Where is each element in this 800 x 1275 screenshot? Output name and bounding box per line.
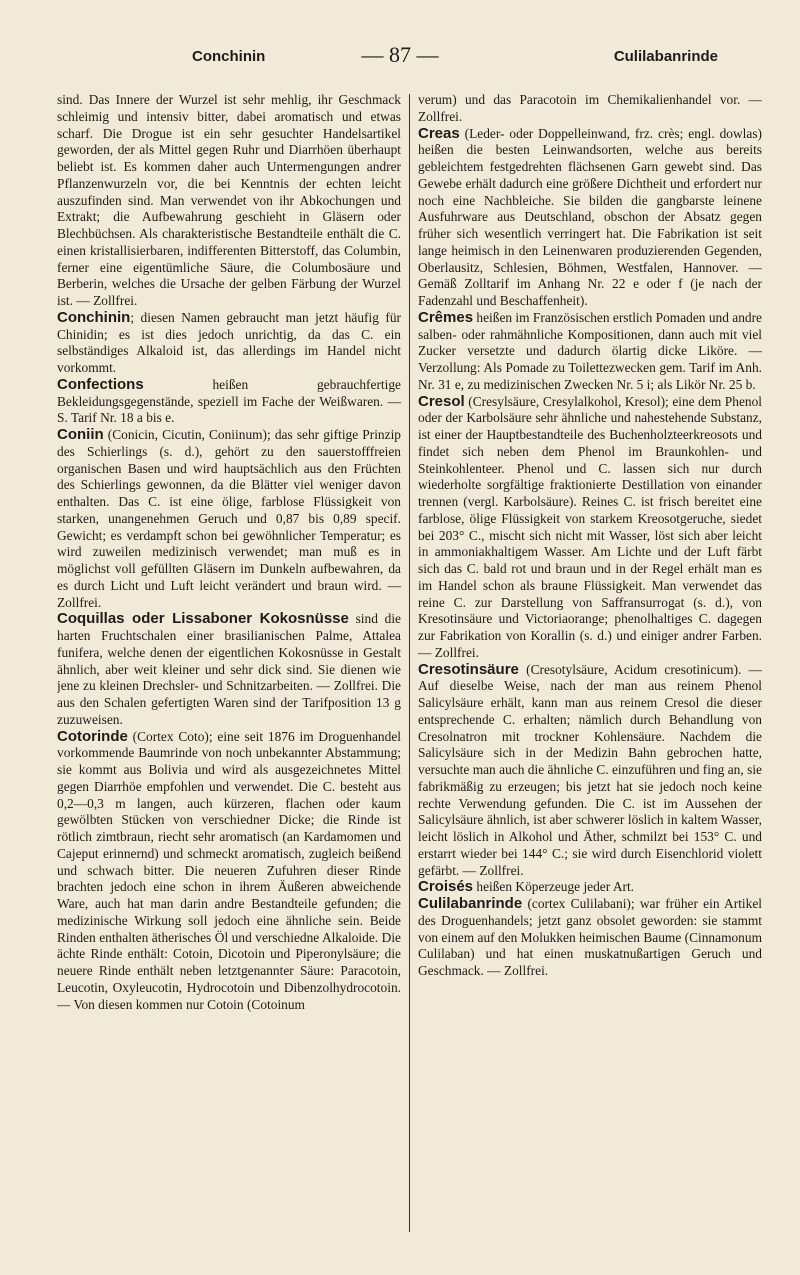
entry-text: (Cresotylsäure, Acidum cresotinicum). — Auf dieselbe Weise, nach der man aus reinem Phenol Salicylsäure erhält, kann man aus reinem Cresol die dieser entsprechende C. erhalten; nämlich durch Behandlung von Cresolnatron mit trockner Kohlensäure. Nachdem die Salicylsäure sich in der Medizin Bahn gebrochen hatte, versuchte man auch die ähnliche C. einzuführen und fing an, sie fabrikmäßig zu erzeugen; bis jetzt hat sie jedoch noch keine rechte Verwendung gefunden. Die C. ist im Aussehen der Salicylsäure ähnlich, ist aber schwerer löslich in kaltem Wasser, leicht löslich in Alkohol und Äther, schmilzt bei 153° C. und erstarrt wieder bei 144° C.; sie wird durch Eisenchlorid violett gefärbt. — Zollfrei. — [418, 661, 762, 878]
entry-text: sind. Das Innere der Wurzel ist sehr mehlig, ihr Geschmack schleimig und intensiv bitter, dabei aromatisch und etwas scharf. Die Drogue ist ein sehr gesuchter Handelsartikel geworden, der als Mittel gegen Ruhr und Diarrhöen überhaupt beliebt ist. Es kommen daher auch Untermengungen andrer Pflanzenwurzeln vor, die bei Kenntnis der echten leicht auszufinden sind. Man verwendet von ihr Abkochungen und Extrakt; die Aufbewahrung geschieht in Gläsern oder Blechbüchsen. Als charakteristische Bestandteile enthält die C. einen kristallisierbaren, indifferenten Bitterstoff, das Columbin, ferner eine eigentümliche Säure, die Columbosäure und Berberin, welches die Ursache der gelben Färbung der Wurzel ist. — Zollfrei. — [57, 92, 401, 308]
entry-keyword: Creas — [418, 124, 460, 142]
left-column — [57, 92, 409, 1232]
entry-keyword: Coquillas oder Lissaboner Kokosnüsse — [57, 610, 349, 628]
entry-text: ; diesen Namen gebraucht man jetzt häufig für Chinidin; es ist dies jedoch unrichtig, da das C. ein selbständiges Alkaloid ist, das allerdings im Handel nicht vorkommt. — [57, 309, 401, 375]
entry-text: (Conicin, Cicutin, Coniinum); das sehr giftige Prinzip des Schierlings (s. d.), gehört zu den sauerstofffreien organischen Basen und wird hauptsächlich aus den Früchten des Schierlings gewonnen, da die Blätter viel weniger davon enthalten. Das C. ist eine ölige, farblose Flüssigkeit von starken, unangenehmen Geruch und 0,87 bis 0,89 specif. Gewicht; es verdampft schon bei gewöhnlicher Temperatur; es wird zuweilen medizinisch verwendet; man muß es in möglichst voll gefüllten Gläsern im Dunkeln aufbewahren, da es durch Licht und Luft leicht verändert und braun wird. — Zollfrei. — [57, 427, 401, 610]
entry-text: (Leder- oder Doppelleinwand, frz. crès; engl. dowlas) heißen die besten Leinwandsorten, welche aus bereits gebleichtem festgedrehten flächsenen Garn gewebt sind. Das Gewebe erhält dadurch eine größere Dichtheit und erfordert nur noch eine Nachbleiche. Sie bilden die gangbarste leinene Ausfuhrware aus Deutschland, obschon der Absatz gegen früher sich wesentlich verringert hat. Die Fabrikation ist seit lange heimisch in den Leinenwaren produzierenden Gegenden, Oberlausitz, Schlesien, Böhmen, Westfalen, Hannover. — Gemäß Zolltarif im Anhang Nr. 22 e oder f (je nach der Fadenzahl und Beschaffenheit). — [418, 125, 762, 308]
entry — [418, 896, 762, 980]
entry-keyword: Confections — [57, 375, 144, 393]
entry — [57, 92, 401, 310]
entry — [57, 310, 401, 377]
entry-keyword: Cotorinde — [57, 727, 128, 745]
running-header — [60, 42, 740, 72]
entry-text: (Cortex Coto); eine seit 1876 im Droguenhandel vorkommende Baumrinde von noch unbekannter Abstammung; sie kommt aus Bolivia und wird als ausgezeichnetes Mittel gegen Diarrhöe empfohlen und verwendet. Die C. besteht aus 0,2—0,3 m langen, auch kürzeren, flachen oder kaum gewölbten Stücken von verschiedner Dicke; die Rinde ist rötlich zimtbraun, riecht sehr aromatisch (an Kardamomen und Cajeput erinnernd) und schmeckt aromatisch, zugleich beißend und schwach bitter. Die neueren Zufuhren dieser Rinde brachten jedoch eine schon in ihrem Äußeren abweichende Ware, auch hat man darin andre Bestandteile gefunden; die medizinische Wirkung soll jedoch eine ähnliche sein. Beide Rinden enthalten ätherisches Öl und verschiedne Alkaloide. Die ächte Rinde enthält: Cotoin, Dicotoin und Piperonylsäure; die neuere Rinde enthält neben letztgenannter Säure: Paracotoin, Leucotin, Oxyleucotin, Hydrocotoin und Dibenzolhydrocotoin. — Von diesen kommen nur Cotoin (Cotoinum — [57, 728, 401, 1012]
entry — [418, 879, 762, 896]
entry-keyword: Cresotinsäure — [418, 660, 519, 678]
entry — [57, 729, 401, 1014]
entry — [57, 377, 401, 427]
entry — [418, 662, 762, 880]
entry-text: heißen gebrauchfertige Bekleidungsgegenstände, speziell im Fache der Weißwaren. — S. Tarif Nr. 18 a bis e. — [57, 376, 401, 426]
entry-keyword: Culilabanrinde — [418, 895, 523, 912]
entry-keyword: Conchinin — [57, 308, 131, 326]
header-right-keyword: Culilabanrinde — [613, 48, 718, 65]
entry — [57, 611, 401, 728]
entry-text: verum) und das Paracotoin im Chemikalienhandel vor. — Zollfrei. — [418, 92, 762, 124]
entry — [418, 126, 762, 310]
entry — [418, 92, 762, 126]
entry-text: (Cresylsäure, Cresylalkohol, Kresol); eine dem Phenol oder der Karbolsäure sehr ähnliche und nahestehende Substanz, ist einer der Hauptbestandteile des Buchenholzteerkreosots und findet sich neben dem Phenol im Braunkohlen- und Steinkohlenteer. Phenol und C. lassen sich nur durch wiederholte sorgfältige fraktionierte Destillation von einander trennen (vergl. Karbolsäure). Reines C. ist frisch bereitet eine farblose, ölige Flüssigkeit von starkem Kreosotgeruche, siedet bei 203° C., mischt sich nicht mit Wasser, löst sich aber leicht in ammoniakhaltigem Wasser. Am Lichte und der Luft färbt sich das C. bald rot und braun und in der Regel erhält man es im Handel schon als braune Flüssigkeit. Man verwendet das reine C. zur Darstellung von Saffransurrogat (s. d.), von Kresotinsäure und Victoriaorange; phenolhaltiges C. dagegen zur Fabrikation von Korallin (s. d.) und einiger andrer Farben. — Zollfrei. — [418, 393, 762, 660]
entry-text: heißen im Französischen erstlich Pomaden und andre salben- oder rahmähnliche Kompositionen, dann auch mit viel Zucker versetzte und dadurch ölartig dicke Liköre. — Verzollung: Als Pomade zu Toilettezwecken gem. Tarif im Anh. Nr. 31 e, zu medizinischen Zwecken Nr. 5 i; als Likör Nr. 25 b. — [418, 309, 762, 392]
entry — [57, 427, 401, 611]
entry-keyword: Cresol — [418, 392, 465, 410]
entry — [418, 310, 762, 394]
header-left-keyword: Conchinin — [192, 48, 266, 65]
entry — [418, 394, 762, 662]
entry-text: sind die harten Fruchtschalen einer brasilianischen Palme, Attalea funifera, welche denen der eigentlichen Kokosnüsse in Gestalt ähnlich, aber weit kleiner und sehr dick sind. Sie dienen wie jene zu kleinen Drechsler- und Schnitzarbeiten. — Zollfrei. Die aus den Schalen gefertigten Waren sind der Tarifposition 13 g zuzuweisen. — [57, 611, 401, 727]
entry-text: heißen Köperzeuge jeder Art. — [473, 879, 635, 895]
two-column-body — [57, 92, 763, 1232]
entry-text: (cortex Culilabani); war früher ein Artikel des Droguenhandels; jetzt ganz obsolet geworden: sie stammt von einem auf den Molukken heimischen Baume (Cinnamonum Culilaban) und hat einen muskatnußartigen Geruch und Geschmack. — Zollfrei. — [418, 896, 762, 978]
right-column — [410, 92, 762, 1232]
entry-keyword: Coniin — [57, 426, 104, 443]
entry-keyword: Crêmes — [418, 308, 474, 326]
page-number: — 87 — — [361, 42, 439, 67]
entry-keyword: Croisés — [418, 878, 474, 896]
